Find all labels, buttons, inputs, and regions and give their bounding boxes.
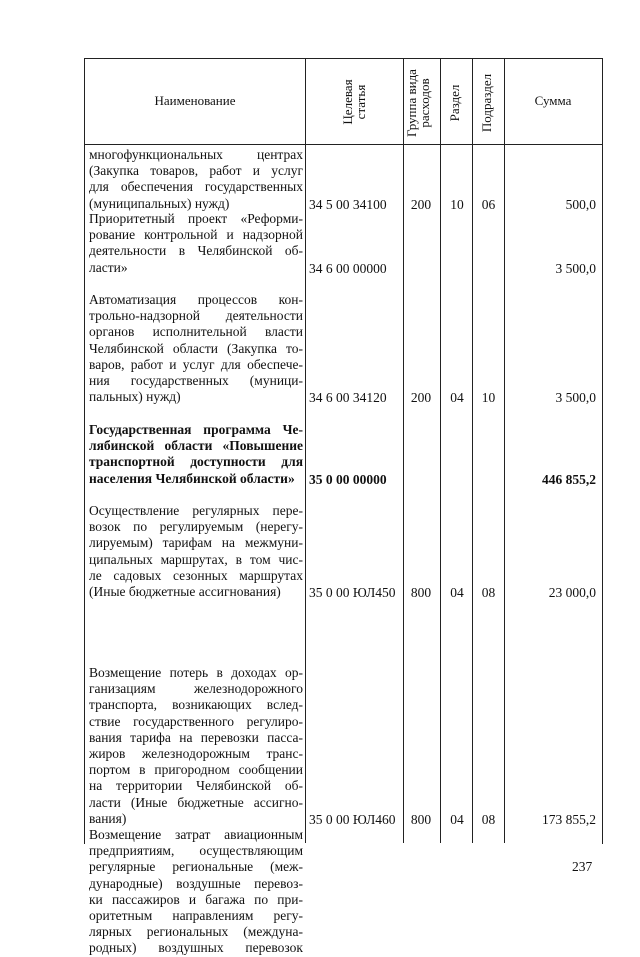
header-name: Наименование [154,93,236,108]
row-section: 04 [450,811,464,827]
row-sum: 500,0 [565,196,596,212]
row-name-line: пальных) нужд) [89,389,181,405]
row-name-line: ле садовых сезонных маршрутах [89,567,303,583]
row-name-line: Возмещение потерь в доходах ор- [89,665,303,680]
row-name-line: многофункциональных центрах [89,147,303,162]
row-subsection: 06 [481,196,496,212]
row-sum: 446 855,2 [542,471,596,487]
row-name-line: Автоматизация процессов кон- [89,292,303,307]
row-name-line: варов, работ и услуг для обеспече- [89,356,303,372]
column-divider [504,58,505,843]
row-name-line: ки пассажиров и багажа по при- [89,891,303,907]
row-name-line: возок по регулируемым (нерегу- [89,519,303,535]
row-section: 04 [450,390,464,406]
row-name-line: Приоритетный проект «Реформи- [89,211,303,226]
row-name [89,147,303,212]
row-name-line: ния государственных (муници- [89,372,303,388]
row-name-line: Государственная программа Че- [89,422,303,437]
row-name-line: лярных региональных (междуна- [89,924,303,940]
row-name [89,503,303,600]
row-name [89,422,303,487]
row-name-line: ганизациям железнодорожного [89,681,303,697]
row-name-line: (Закупка товаров, работ и услуг [89,163,303,179]
header-code: Целевая статья [340,79,368,125]
row-name-line: органов исполнительной власти [89,324,303,340]
row-group: 200 [410,196,432,212]
header-group: Группа вида расходов [404,69,432,137]
row-name-line: лируемым) тарифам на межмуни- [89,535,303,551]
column-divider [472,58,473,843]
row-name-line: транспорта, возникающих вслед- [89,697,303,713]
row-group: 800 [410,585,432,600]
row-name-line: (Иные бюджетные ассигнования) [89,583,281,599]
row-name-line: портом в пригородном сообщении [89,762,303,778]
row-sum: 3 500,0 [555,390,596,406]
row-name [89,292,303,405]
row-name-line: деятельности в Челябинской об- [89,243,303,259]
header-section: Раздел [447,84,462,122]
row-name-line: населения Челябинской области» [89,470,295,486]
row-name-line: рование контрольной и надзорной [89,227,303,243]
row-name-line: регулярные региональные (меж- [89,859,303,875]
row-name-line: (муниципальных) нужд) [89,195,230,211]
row-name-line: оритетным направлениям регу- [89,907,303,923]
row-name-line: ципальных маршрутах, в том чис- [89,551,303,567]
row-subsection: 08 [481,811,496,827]
row-name-line: ствие государственного регулиро- [89,713,303,729]
header-subsection: Подраздел [479,73,494,133]
row-name-line: транспортной доступности для [89,454,303,470]
row-group: 800 [410,811,432,827]
row-subsection: 10 [481,390,496,406]
row-code: 35 0 00 ЮЛ450 [309,585,396,600]
row-name-line: лябинской области «Повышение [89,438,303,454]
row-name-line: предприятиям, осуществляющим [89,843,303,859]
row-name [89,665,303,827]
row-name-line: Возмещение затрат авиационным [89,827,303,842]
column-divider [440,58,441,843]
row-name-line: ласти» [89,259,128,275]
row-code: 34 6 00 00000 [309,260,387,276]
row-name-line: Челябинской области (Закупка то- [89,340,303,356]
column-divider [403,58,404,843]
row-group: 200 [410,390,432,406]
row-name-line: трольно-надзорной деятельности [89,308,303,324]
page-number: 237 [572,859,593,874]
column-divider [305,58,306,843]
row-name-line: ласти (Иные бюджетные ассигно- [89,794,303,810]
row-name-line: дународные) воздушные перевоз- [89,875,303,891]
row-name-line: для обеспечения государственных [89,179,303,195]
row-name-line: на территории Челябинской об- [89,778,303,794]
header-sum: Сумма [534,93,572,108]
row-sum: 173 855,2 [542,811,596,827]
row-sum: 3 500,0 [555,260,596,276]
row-sum: 23 000,0 [548,585,596,600]
row-name-line: вания тарифа на перевозки пасса- [89,729,303,745]
row-section: 04 [450,585,464,600]
row-subsection: 08 [481,585,496,600]
row-name-line: жиров железнодорожным транс- [89,745,303,761]
row-name-line: родных) воздушных перевозок [89,940,303,956]
row-code: 35 0 00 00000 [309,471,387,487]
row-code: 34 5 00 34100 [309,196,387,212]
row-code: 34 6 00 34120 [309,390,387,406]
row-name-line: Осуществление регулярных пере- [89,503,303,518]
row-code: 35 0 00 ЮЛ460 [309,811,396,827]
row-section: 10 [450,196,464,212]
row-name-line: вания) [89,810,127,826]
row-name [89,211,303,276]
row-name [89,827,303,957]
